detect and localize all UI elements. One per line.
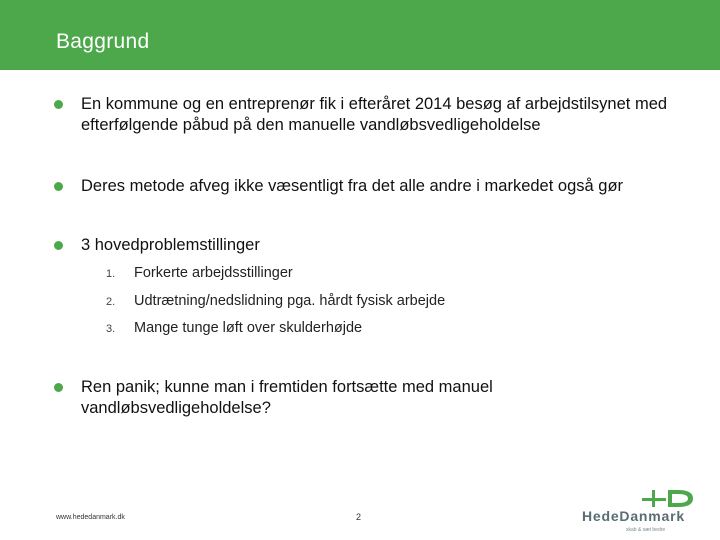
bullet-text: En kommune og en entreprenør fik i efteråret 2014 besøg af arbejdstilsynet med efterfølgende påbud på den manuelle vandløbsvedligeholdelse [81,95,668,134]
bullet-dot-icon [54,100,63,109]
bullet-dot-icon [54,383,63,392]
company-logo [582,488,702,536]
subitem-text: Forkerte arbejdsstillinger [134,265,293,281]
subitem-number: 3. [106,323,116,335]
subitem-text: Udtrætning/nedslidning pga. hårdt fysisk arbejde [134,293,446,309]
subitem-text: Mange tunge løft over skulderhøjde [134,320,363,336]
logo-wordmark: HedeDanmark [582,508,685,524]
numbered-subitem [106,320,362,336]
subitem-number: 1. [106,268,116,280]
bullet-dot-icon [54,182,63,191]
bullet-text: Ren panik; kunne man i fremtiden fortsætte med manuel vandløbsvedligeholdelse? [81,378,493,417]
numbered-subitem [106,293,445,309]
bullet-text: Deres metode afveg ikke væsentligt fra det alle andre i markedet også gør [81,177,624,195]
title-bar [0,0,720,70]
bullet-text: 3 hovedproblemstillinger [81,236,260,254]
footer-url[interactable]: www.hededanmark.dk [56,514,125,521]
slide-title: Baggrund [56,30,150,53]
subitem-number: 2. [106,296,116,308]
numbered-subitem [106,265,293,281]
page-number: 2 [356,512,362,522]
hd-logo-mark-icon [638,488,698,508]
bullet-dot-icon [54,241,63,250]
logo-tagline: skab & sæt bedre [626,527,666,533]
